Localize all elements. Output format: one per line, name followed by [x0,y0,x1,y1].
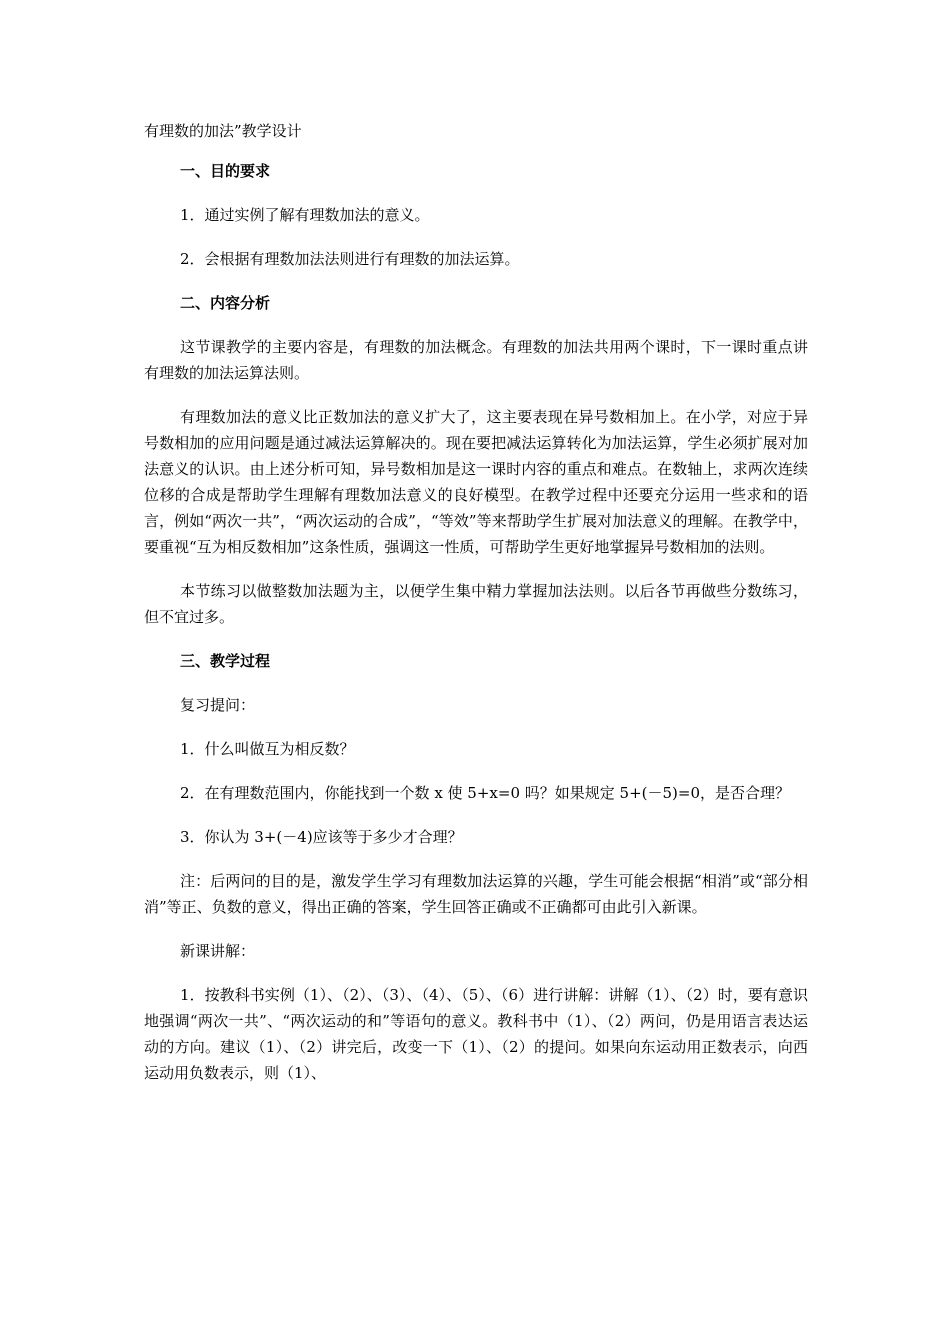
review-question: 3．你认为 3+(－4)应该等于多少才合理？ [180,828,463,846]
review-question: 1．什么叫做互为相反数？ [180,740,355,758]
section-heading-goals: 一、目的要求 [180,162,271,180]
review-question: 2．在有理数范围内，你能找到一个数 x 使 5+x=0 吗？如果规定 5+(－5)=0，是否合理？ [180,784,791,802]
goal-item: 2．会根据有理数加法法则进行有理数的加法运算。 [180,250,520,268]
analysis-paragraph: 这节课教学的主要内容是，有理数的加法概念。有理数的加法共用两个课时，下一课时重点讲有理数的加法运算法则。 [144,338,808,382]
lesson-item: 1．按教科书实例（1）、（2）、（3）、（4）、（5）、（6）进行讲解：讲解（1）、（2）时，要有意识地强调“两次一共”、“两次运动的和”等语句的意义。教科书中（1）、（2）两问，仍是用语言表达运动的方向。建议（1）、（2）讲完后，改变一下（1）、（2）的提问。如果向东运动用正数表示，向西运动用负数表示，则（1）、 [144,986,808,1082]
goal-item: 1．通过实例了解有理数加法的意义。 [180,206,430,224]
note-paragraph: 注：后两问的目的是，激发学生学习有理数加法运算的兴趣，学生可能会根据“相消”或“部分相消”等正、负数的意义，得出正确的答案，学生回答正确或不正确都可由此引入新课。 [144,872,808,916]
document-page [144,118,808,1104]
new-lesson-label: 新课讲解： [180,942,256,960]
analysis-paragraph: 有理数加法的意义比正数加法的意义扩大了，这主要表现在异号数相加上。在小学，对应于异号数相加的应用问题是通过减法运算解决的。现在要把减法运算转化为加法运算，学生必须扩展对加法意义的认识。由上述分析可知，异号数相加是这一课时内容的重点和难点。在数轴上，求两次连续位移的合成是帮助学生理解有理数加法意义的良好模型。在教学过程中还要充分运用一些求和的语言，例如“两次一共”，“两次运动的合成”，“等效”等来帮助学生扩展对加法意义的理解。在教学中，要重视“互为相反数相加”这条性质，强调这一性质，可帮助学生更好地掌握异号数相加的法则。 [144,408,808,556]
analysis-paragraph: 本节练习以做整数加法题为主，以便学生集中精力掌握加法法则。以后各节再做些分数练习，但不宜过多。 [144,582,808,626]
section-heading-analysis: 二、内容分析 [180,294,271,312]
section-heading-process: 三、教学过程 [180,652,271,670]
review-label: 复习提问： [180,696,256,714]
document-title: 有理数的加法”教学设计 [144,122,302,140]
